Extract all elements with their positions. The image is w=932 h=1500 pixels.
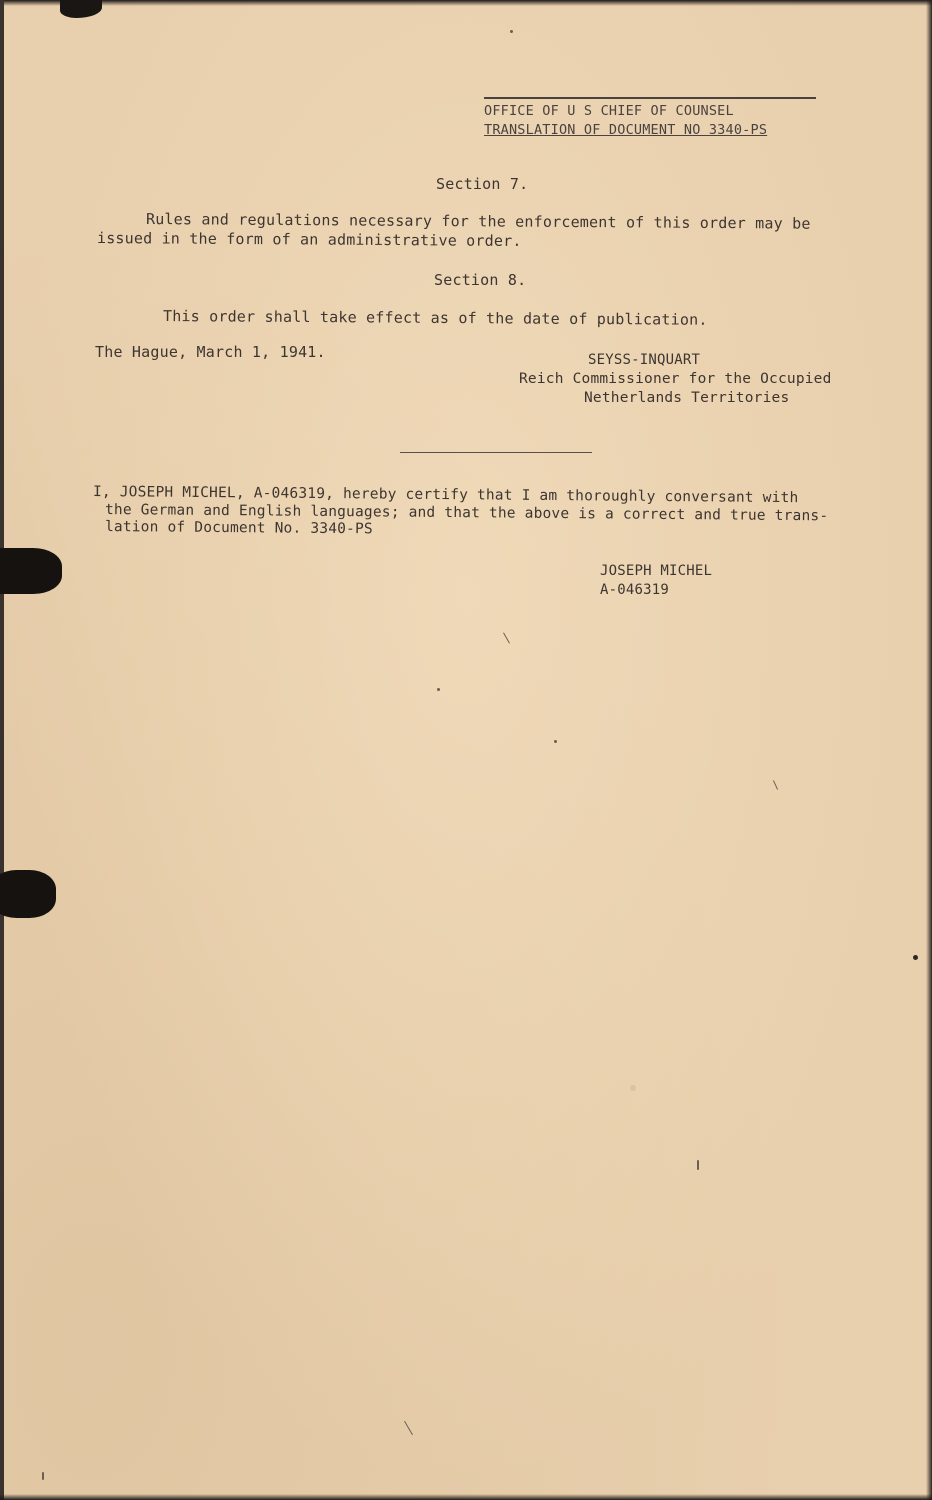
scan-edge-left (0, 0, 4, 1500)
certification-line-2: the German and English languages; and that the above is a correct and true trans- (104, 502, 829, 525)
translator-id: A-046319 (600, 582, 670, 598)
certification-line-3: lation of Document No. 3340-PS (104, 519, 373, 538)
translator-name: JOSEPH MICHEL (600, 563, 713, 579)
section-8-body: This order shall take effect as of the date of publication. (162, 307, 708, 329)
section-7-body-line-2: issued in the form of an administrative order. (96, 229, 522, 250)
punch-hole-lower (0, 870, 56, 918)
section-7-body-line-1: Rules and regulations necessary for the enforcement of this order may be (145, 210, 811, 233)
signatory-name: SEYSS-INQUART (588, 352, 701, 368)
section-divider (400, 452, 592, 453)
scan-edge-right (926, 0, 932, 1500)
scan-edge-bottom (0, 1494, 932, 1500)
place-date: The Hague, March 1, 1941. (95, 343, 326, 361)
header-rule (484, 97, 816, 99)
punch-hole-upper (0, 548, 62, 594)
section-7-heading: Section 7. (436, 175, 529, 193)
signatory-title-line-1: Reich Commissioner for the Occupied (519, 371, 832, 387)
signatory-title-line-2: Netherlands Territories (584, 390, 790, 406)
header-translation: TRANSLATION OF DOCUMENT NO 3340-PS (484, 122, 768, 138)
section-8-heading: Section 8. (434, 271, 527, 289)
certification-line-1: I, JOSEPH MICHEL, A-046319, hereby certify that I am thoroughly conversant with (92, 484, 799, 507)
corner-tear (60, 0, 102, 18)
header-office: OFFICE OF U S CHIEF OF COUNSEL (484, 103, 734, 119)
scan-edge-top (0, 0, 932, 6)
